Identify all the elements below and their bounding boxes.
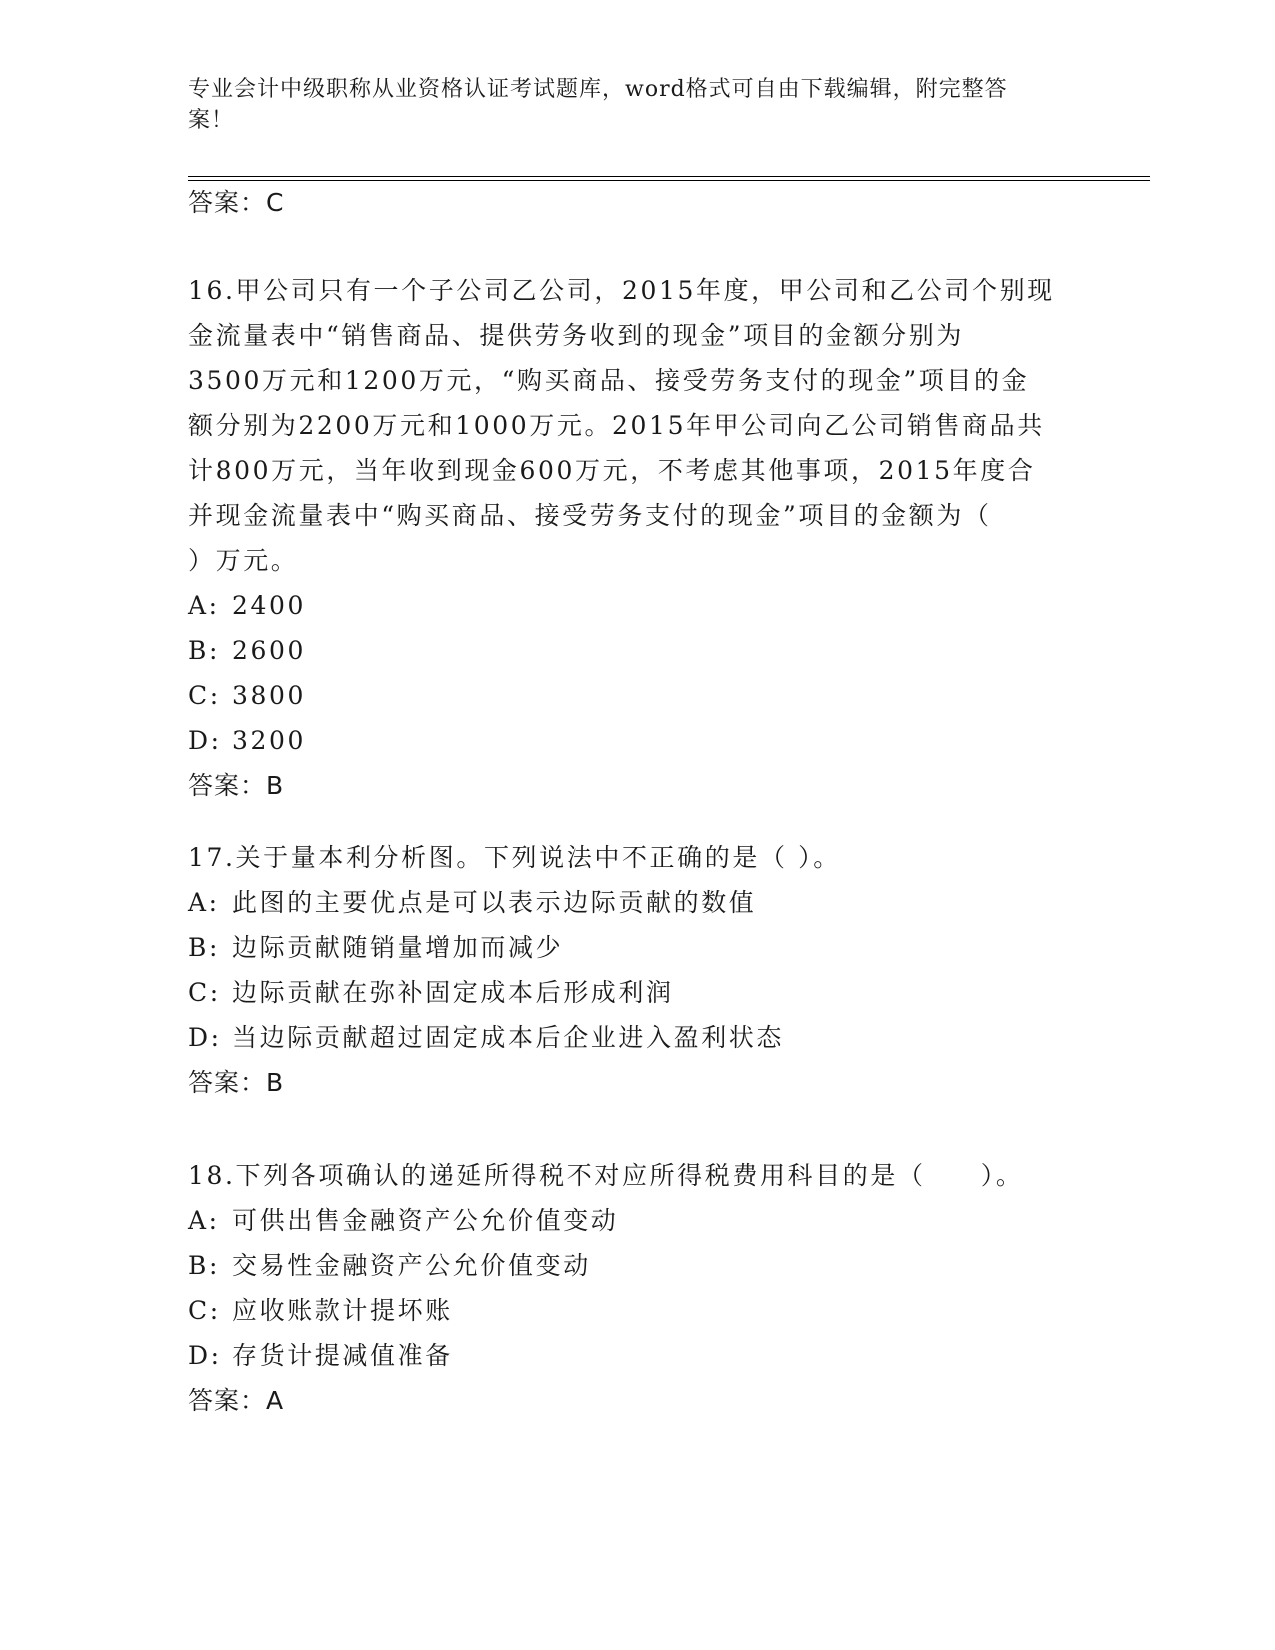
prev-answer: 答案：C — [188, 188, 285, 217]
option-label: D: — [188, 1341, 222, 1370]
option-c — [188, 970, 1088, 1015]
option-text: 存货计提减值准备 — [232, 1341, 453, 1370]
option-text: 2400 — [232, 591, 307, 620]
option-a — [188, 1198, 1088, 1243]
option-d — [188, 1333, 1088, 1378]
option-text: 3200 — [232, 726, 307, 755]
option-text: 2600 — [232, 636, 307, 665]
page-header — [188, 74, 1068, 136]
question-text-line: ）万元。 — [188, 546, 299, 575]
option-b — [188, 925, 1088, 970]
option-a — [188, 880, 1088, 925]
question-text-line: 16.甲公司只有一个子公司乙公司，2015年度，甲公司和乙公司个别现 — [188, 276, 1055, 305]
question-text-line: 3500万元和1200万元，“购买商品、接受劳务支付的现金”项目的金 — [188, 366, 1030, 395]
prev-answer-block — [188, 180, 1088, 225]
option-text: 此图的主要优点是可以表示边际贡献的数值 — [232, 888, 757, 917]
question-text-line: 计800万元，当年收到现金600万元，不考虑其他事项，2015年度合 — [188, 456, 1036, 485]
question-text-line: 并现金流量表中“购买商品、接受劳务支付的现金”项目的金额为（ — [188, 501, 992, 530]
option-label: A: — [188, 591, 220, 620]
option-label: A: — [188, 1206, 220, 1235]
option-label: C: — [188, 681, 221, 710]
option-text: 应收账款计提坏账 — [232, 1296, 453, 1325]
option-d — [188, 1015, 1088, 1060]
option-c — [188, 673, 1088, 718]
question-text-line: 17.关于量本利分析图。下列说法中不正确的是（ ）。 — [188, 843, 841, 872]
option-text: 边际贡献随销量增加而减少 — [232, 933, 564, 962]
answer: 答案：B — [188, 1068, 285, 1097]
header-line-2: 案！ — [188, 108, 235, 133]
question-18 — [188, 1153, 1088, 1423]
question-16 — [188, 268, 1088, 808]
option-b — [188, 1243, 1088, 1288]
question-17 — [188, 835, 1088, 1105]
option-c — [188, 1288, 1088, 1333]
option-text: 边际贡献在弥补固定成本后形成利润 — [232, 978, 674, 1007]
option-text: 3800 — [232, 681, 307, 710]
option-label: C: — [188, 1296, 221, 1325]
option-a — [188, 583, 1088, 628]
option-b — [188, 628, 1088, 673]
option-label: B: — [188, 1251, 220, 1280]
option-label: C: — [188, 978, 221, 1007]
option-text: 交易性金融资产公允价值变动 — [232, 1251, 591, 1280]
header-line-1: 专业会计中级职称从业资格认证考试题库，word格式可自由下载编辑，附完整答 — [188, 77, 1008, 102]
option-label: B: — [188, 636, 220, 665]
question-text-line: 金流量表中“销售商品、提供劳务收到的现金”项目的金额分别为 — [188, 321, 964, 350]
option-label: B: — [188, 933, 220, 962]
question-text-line: 18.下列各项确认的递延所得税不对应所得税费用科目的是（ ）。 — [188, 1161, 1024, 1190]
option-d — [188, 718, 1088, 763]
option-text: 当边际贡献超过固定成本后企业进入盈利状态 — [232, 1023, 785, 1052]
option-text: 可供出售金融资产公允价值变动 — [232, 1206, 619, 1235]
option-label: D: — [188, 726, 222, 755]
option-label: A: — [188, 888, 220, 917]
header-rule-top — [188, 176, 1150, 177]
question-text-line: 额分别为2200万元和1000万元。2015年甲公司向乙公司销售商品共 — [188, 411, 1045, 440]
answer: 答案：A — [188, 1386, 285, 1415]
option-label: D: — [188, 1023, 222, 1052]
answer: 答案：B — [188, 771, 285, 800]
